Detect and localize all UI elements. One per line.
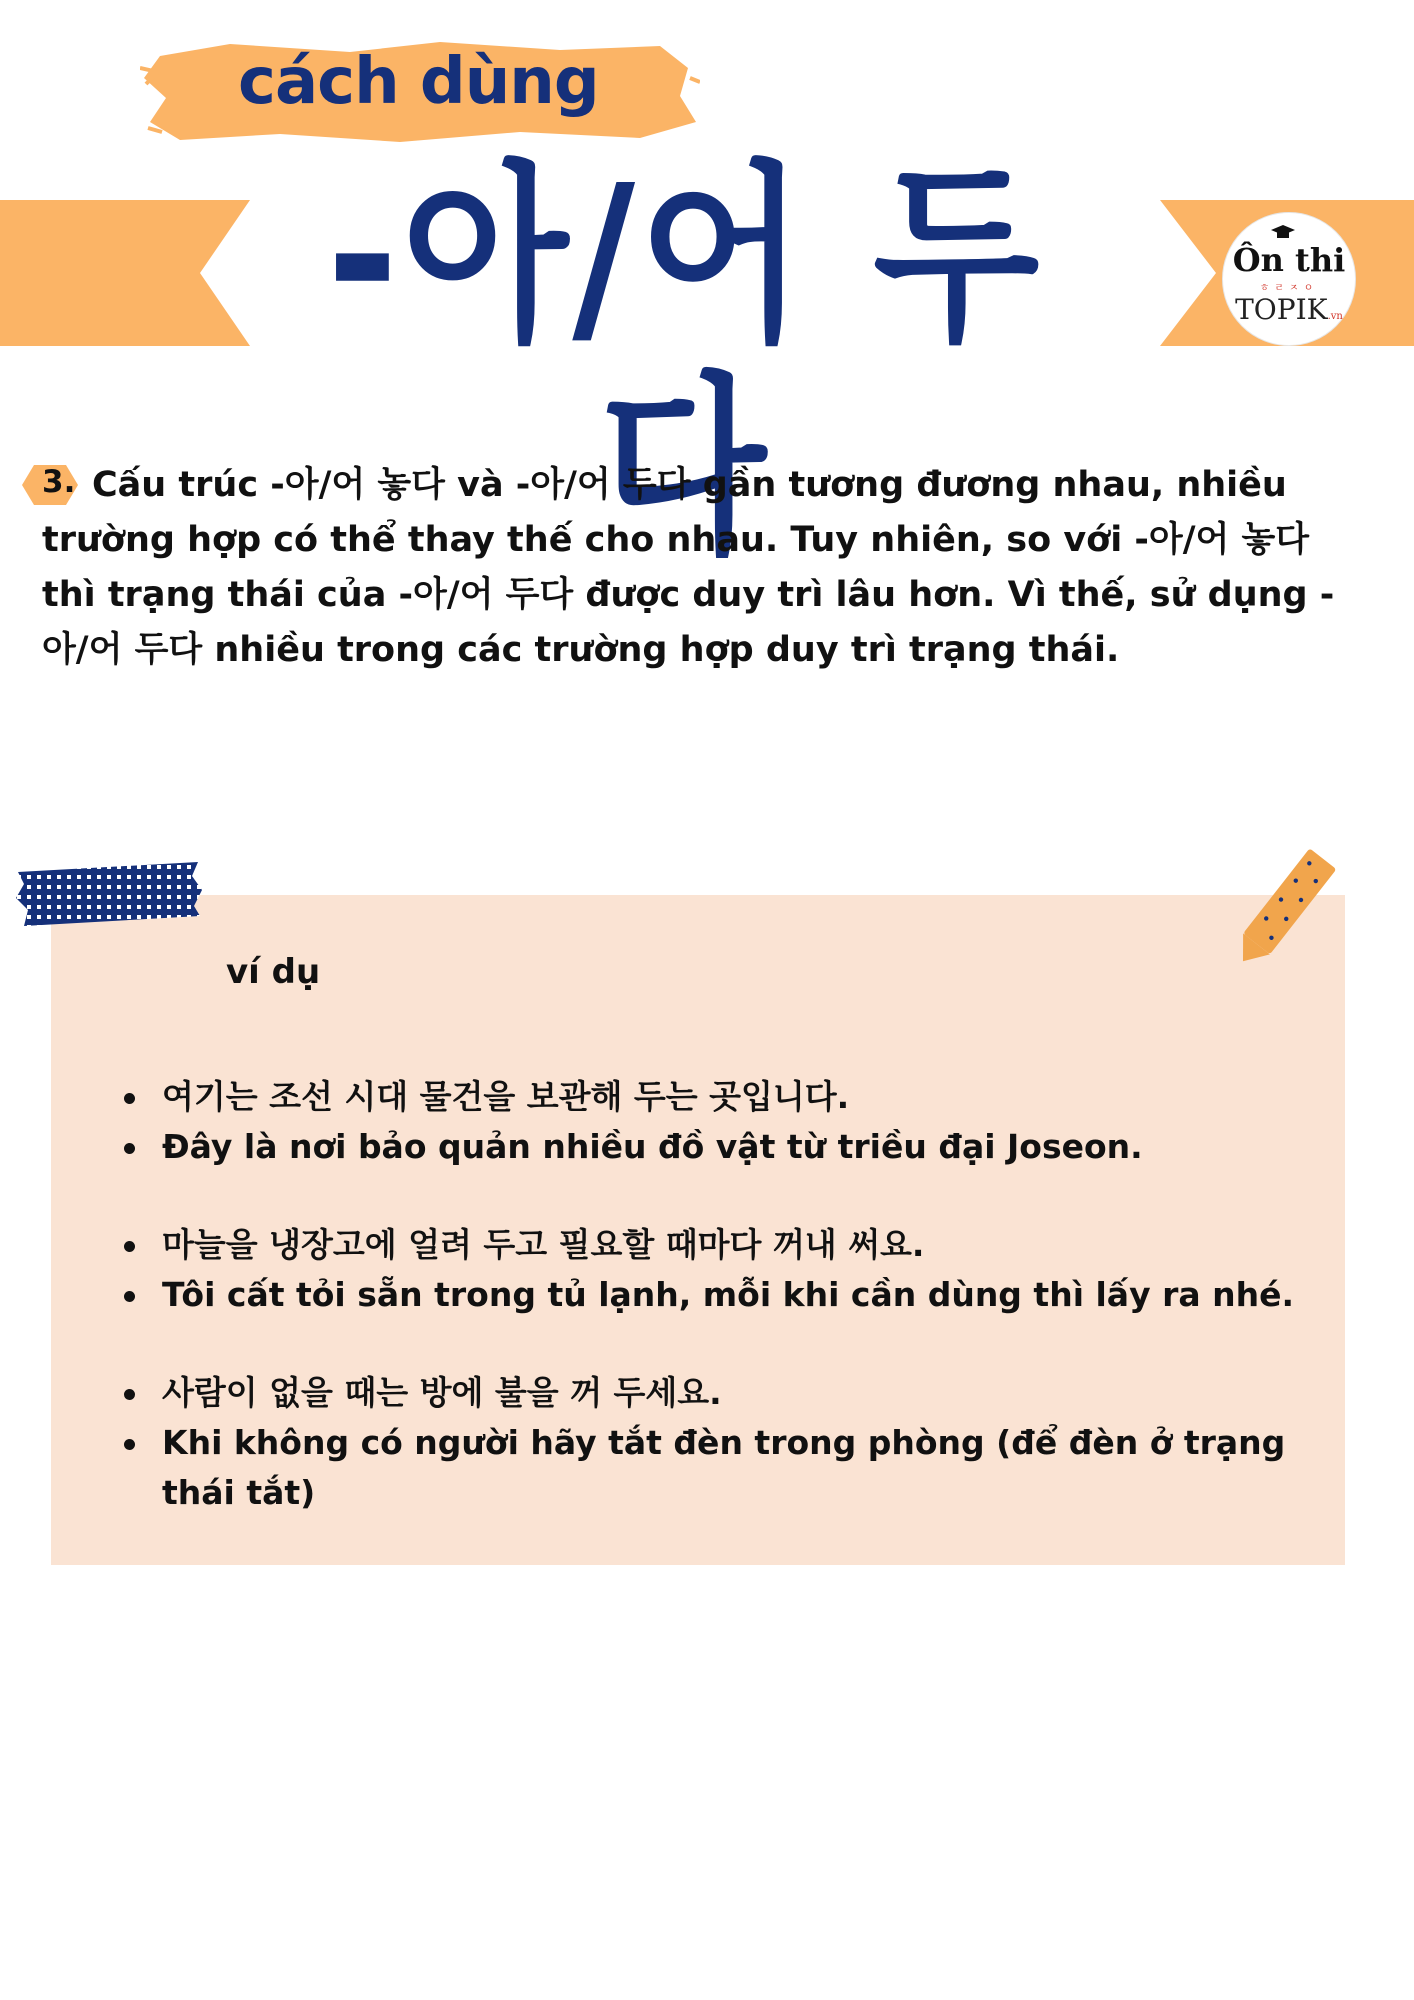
list-item: Khi không có người hãy tắt đèn trong phòng (để đèn ở trạng thái tắt) — [120, 1418, 1340, 1518]
logo-text-hangul: ㅎㄹㅈㅇ — [1259, 283, 1319, 294]
onthitopik-logo — [1222, 212, 1356, 346]
list-item: 여기는 조선 시대 물건을 보관해 두는 곳입니다. — [120, 1072, 1340, 1122]
pencil-icon — [1228, 845, 1338, 975]
logo-text-topik: TOPIK.vn — [1235, 293, 1343, 326]
example-list — [120, 1072, 1340, 1518]
left-ribbon — [0, 200, 250, 346]
example-heading: ví dụ — [226, 952, 321, 992]
list-item: 마늘을 냉장고에 얼려 두고 필요할 때마다 꺼내 써요. — [120, 1220, 1340, 1270]
list-item: Tôi cất tỏi sẵn trong tủ lạnh, mỗi khi cần dùng thì lấy ra nhé. — [120, 1270, 1340, 1320]
washi-tape-decoration — [14, 862, 202, 926]
list-item: Đây là nơi bảo quản nhiều đồ vật từ triều đại Joseon. — [120, 1122, 1340, 1172]
logo-text-on-thi: Ôn thi — [1232, 241, 1346, 279]
page-title: -아/어 두다 — [326, 143, 1044, 581]
graduation-cap-icon — [1271, 225, 1295, 239]
subtitle: cách dùng — [238, 45, 599, 119]
explanation-paragraph: Cấu trúc -아/어 놓다 và -아/어 두다 gần tương đương nhau, nhiều trường hợp có thể thay thế cho nhau. Tuy nhiên, so với -아/어 놓다 thì trạng thái của -아/어 두다 được duy trì lâu hơn. Vì thế, sử dụng -아/어 두다 nhiều trong các trường hợp duy trì trạng thái. — [42, 465, 1335, 670]
list-item: 사람이 없을 때는 방에 불을 꺼 두세요. — [120, 1368, 1340, 1418]
section-number: 3. — [42, 464, 76, 500]
